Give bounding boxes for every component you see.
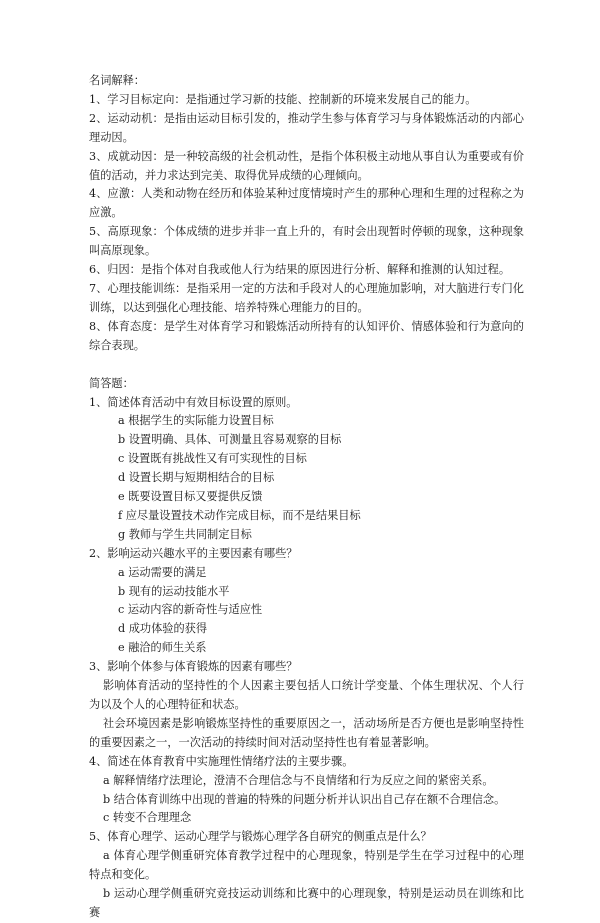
definition-item: 7、心理技能训练：是指采用一定的方法和手段对人的心理施加影响，对大脑进行专门化训练，以达到强化心理技能、培养特殊心理能力的目的。	[89, 281, 524, 314]
q3-paragraph: 社会环境因素是影响锻炼坚持性的重要原因之一，活动场所是否方便也是影响坚持性的重要因素之一，一次活动的持续时间对活动坚持性也有着显著影响。	[89, 716, 524, 749]
document-page	[89, 72, 524, 923]
q1-point: g 教师与学生共同制定目标	[118, 527, 252, 541]
q1-point: e 既要设置目标又要提供反馈	[118, 490, 263, 504]
definition-item: 4、应激：人类和动物在经历和体验某种过度情境时产生的那种心理和生理的过程称之为应激。	[89, 187, 524, 220]
q2-point: b 现有的运动技能水平	[118, 584, 230, 598]
definition-item: 2、运动动机：是指由运动目标引发的，推动学生参与体育学习与身体锻炼活动的内部心理动因。	[89, 111, 524, 144]
q4-point: a 解释情绪疗法理论，澄清不合理信念与不良情绪和行为反应之间的紧密关系。	[103, 773, 494, 787]
q2-point: e 融洽的师生关系	[118, 641, 207, 655]
q1-point: b 设置明确、具体、可测量且容易观察的目标	[118, 433, 342, 447]
definition-item: 1、学习目标定向：是指通过学习新的技能、控制新的环境来发展自己的能力。	[89, 92, 477, 106]
definition-item: 6、归因：是指个体对自我或他人行为结果的原因进行分析、解释和推测的认知过程。	[89, 263, 511, 277]
q2-point: a 运动需要的满足	[118, 565, 207, 579]
question-5: 5、体育心理学、运动心理学与锻炼心理学各自研究的侧重点是什么？	[89, 830, 432, 844]
q1-point: f 应尽量设置技术动作完成目标，而不是结果目标	[118, 508, 361, 522]
question-4: 4、简述在体育教育中实施理性情绪疗法的主要步骤。	[89, 754, 354, 768]
q4-point: c 转变不合理理念	[103, 811, 192, 825]
q5-point: a 体育心理学侧重研究体育教学过程中的心理现象，特别是学生在学习过程中的心理特点和变化。	[89, 849, 524, 882]
section-spacer	[89, 356, 524, 375]
question-2: 2、影响运动兴趣水平的主要因素有哪些？	[89, 546, 298, 560]
question-1: 1、简述体育活动中有效目标设置的原则。	[89, 395, 298, 409]
q3-paragraph: 影响体育活动的坚持性的个人因素主要包括人口统计学变量、个体生理状况、个人行为以及个人的心理特征和状态。	[89, 679, 524, 711]
q1-point: c 设置既有挑战性又有可实现性的目标	[118, 452, 307, 466]
question-3: 3、影响个体参与体育锻炼的因素有哪些？	[89, 660, 298, 674]
q4-point: b 结合体育训练中出现的普遍的特殊的问题分析并认识出自己存在额不合理信念。	[103, 792, 506, 806]
short-answers-heading: 简答题：	[89, 376, 134, 390]
definitions-heading: 名词解释：	[89, 74, 145, 87]
q2-point: c 运动内容的新奇性与适应性	[118, 603, 263, 617]
q5-point: b 运动心理学侧重研究竞技运动训练和比赛中的心理现象，特别是运动员在训练和比赛	[89, 887, 524, 919]
definition-item: 8、体育态度：是学生对体育学习和锻炼活动所持有的认知评价、情感体验和行为意向的综合表现。	[89, 319, 524, 352]
q2-point: d 成功体验的获得	[118, 622, 208, 636]
definition-item: 5、高原现象：个体成绩的进步并非一直上升的，有时会出现暂时停顿的现象，这种现象叫高原现象。	[89, 225, 524, 258]
q1-point: d 设置长期与短期相结合的目标	[118, 471, 275, 485]
definition-item: 3、成就动因：是一种较高级的社会机动性，是指个体积极主动地从事自认为重要或有价值的活动，并力求达到完美、取得优异成绩的心理倾向。	[89, 149, 524, 182]
q1-point: a 根据学生的实际能力设置目标	[118, 414, 274, 428]
